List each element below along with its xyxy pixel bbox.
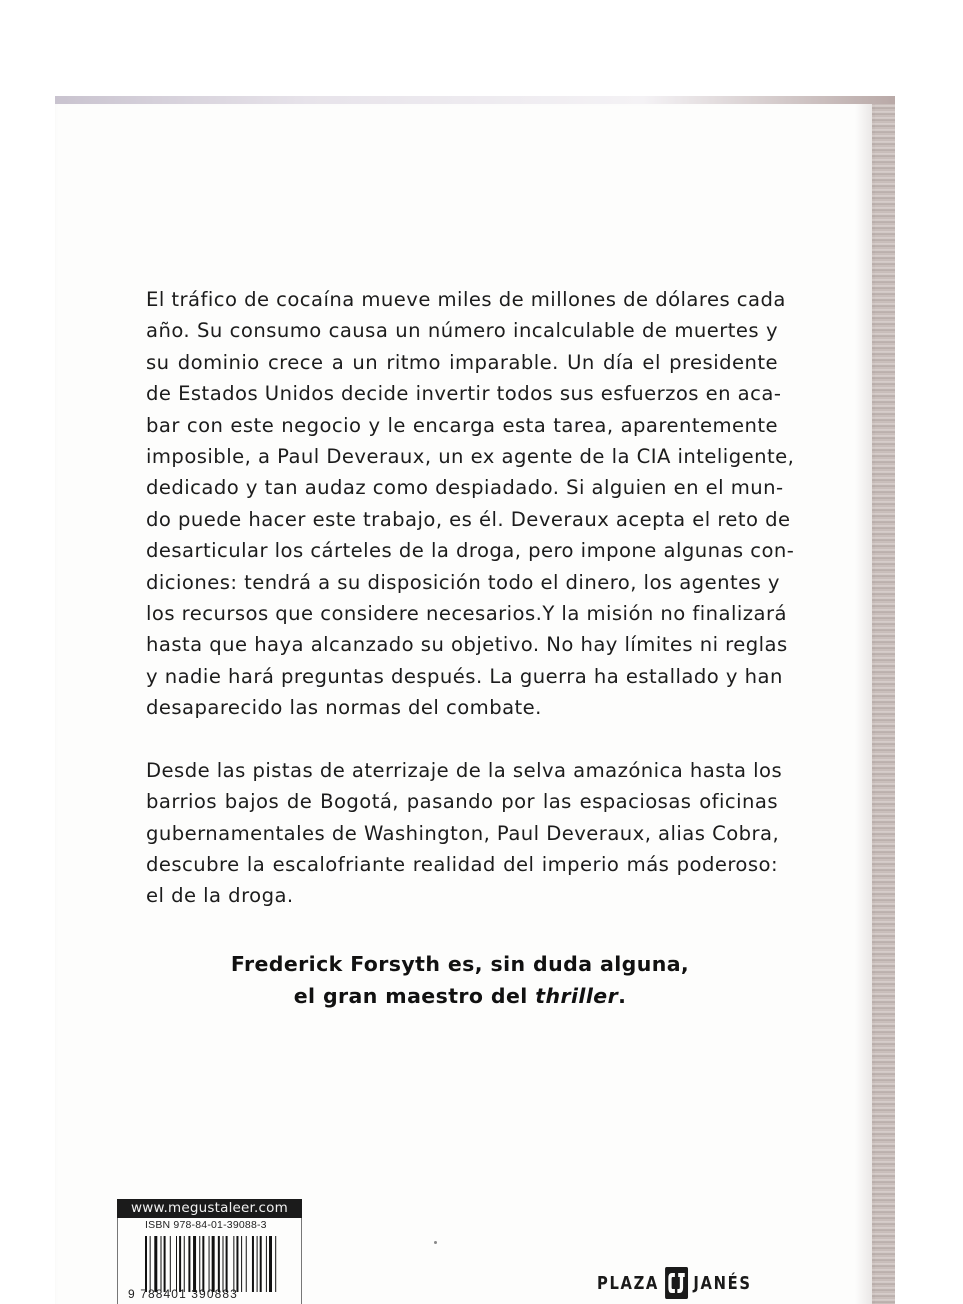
barcode-bar: [218, 1236, 220, 1292]
barcode-bar: [257, 1236, 258, 1292]
barcode-bar: [145, 1236, 147, 1292]
publisher-left-word: PLAZA: [597, 1272, 659, 1294]
synopsis-line: do puede hacer este trabajo, es él. Deveraux acepta el reto de: [146, 507, 791, 531]
isbn-label: ISBN 978-84-01-39088-3: [145, 1219, 267, 1231]
barcode-bar: [233, 1236, 234, 1292]
barcode-bar: [252, 1236, 254, 1292]
website-label[interactable]: www.megustaleer.com: [117, 1199, 302, 1218]
synopsis-line: los recursos que considere necesarios.Y la misión no finalizará: [146, 602, 787, 626]
barcode-bar: [193, 1236, 196, 1292]
author-tagline: [160, 948, 760, 1012]
synopsis-line: desaparecido las normas del combate.: [146, 696, 542, 720]
barcode-bar: [236, 1236, 238, 1292]
barcode-bar: [150, 1236, 151, 1292]
tagline-line-2-suffix: .: [618, 984, 627, 1008]
synopsis-line: el de la droga.: [146, 884, 294, 908]
tagline-line-1: Frederick Forsyth es, sin duda alguna,: [230, 952, 690, 976]
barcode-bar: [161, 1236, 162, 1292]
barcode-number: 9 788401 390883: [128, 1287, 238, 1301]
barcode-bar: [176, 1236, 177, 1292]
plaza-janes-logo-icon: [664, 1266, 689, 1300]
synopsis-line: desarticular los cárteles de la droga, pero impone algunas con-: [146, 539, 795, 563]
synopsis-paragraph-1: [146, 284, 795, 724]
tagline-line-2: [160, 980, 760, 1012]
barcode-bar: [246, 1236, 247, 1292]
synopsis-line: hasta que haya alcanzado su objetivo. No hay límites ni reglas: [146, 633, 788, 657]
barcode-bar: [188, 1236, 190, 1292]
barcode-bar: [260, 1236, 262, 1292]
barcode-bar: [184, 1236, 185, 1292]
barcode-bar: [209, 1236, 210, 1292]
book-spine-edge: [872, 104, 895, 1304]
barcode-bar: [212, 1236, 215, 1292]
barcode-bar: [170, 1236, 171, 1292]
barcode-icon: [145, 1236, 295, 1292]
synopsis-text: [146, 284, 795, 912]
barcode-bar: [179, 1236, 181, 1292]
barcode-bar: [226, 1236, 228, 1292]
cover-top-edge: [55, 96, 895, 104]
synopsis-line: de Estados Unidos decide invertir todos sus esfuerzos en aca-: [146, 382, 782, 406]
barcode-bar: [223, 1236, 224, 1292]
barcode-bar: [241, 1236, 242, 1292]
publisher-right-word: JANÉS: [693, 1272, 752, 1294]
synopsis-line: año. Su consumo causa un número incalculable de muertes y: [146, 319, 778, 343]
barcode-bar: [199, 1236, 200, 1292]
synopsis-line: diciones: tendrá a su disposición todo el dinero, los agentes y: [146, 570, 780, 594]
barcode-bar: [275, 1236, 276, 1292]
synopsis-line: El tráfico de cocaína mueve miles de millones de dólares cada: [146, 288, 786, 311]
synopsis-line: Desde las pistas de aterrizaje de la selva amazónica hasta los: [146, 758, 783, 782]
synopsis-line: descubre la escalofriante realidad del imperio más poderoso:: [146, 852, 778, 876]
synopsis-line: imposible, a Paul Deveraux, un ex agente de la CIA inteligente,: [146, 445, 795, 469]
synopsis-line: y nadie hará preguntas después. La guerra ha estallado y han: [146, 664, 783, 688]
barcode-bar: [154, 1236, 157, 1292]
publisher-logo: [597, 1265, 752, 1301]
tagline-thriller-word: thriller: [535, 984, 619, 1008]
synopsis-line: barrios bajos de Bogotá, pasando por las espaciosas oficinas: [146, 790, 778, 814]
synopsis-line: gubernamentales de Washington, Paul Deveraux, alias Cobra,: [146, 821, 780, 845]
synopsis-line: dedicado y tan audaz como despiadado. Si alguien en el mun-: [146, 476, 784, 500]
barcode-bar: [164, 1236, 166, 1292]
synopsis-line: su dominio crece a un ritmo imparable. Un día el presidente: [146, 350, 778, 374]
barcode-bar: [266, 1236, 267, 1292]
tagline-line-2-prefix: el gran maestro del: [293, 984, 536, 1008]
synopsis-paragraph-2: [146, 755, 783, 912]
barcode-bar: [202, 1236, 204, 1292]
scan-speck: [434, 1241, 437, 1244]
barcode-bar: [269, 1236, 272, 1292]
synopsis-line: bar con este negocio y le encarga esta tarea, aparentemente: [146, 413, 778, 437]
